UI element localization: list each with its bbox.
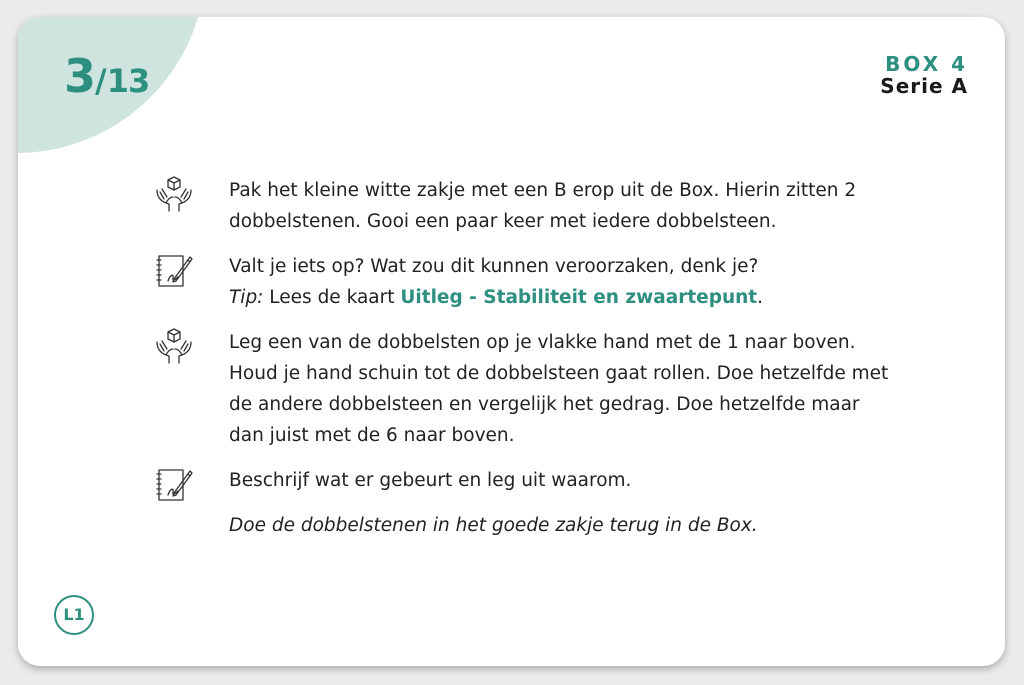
hands-cube-icon [154, 175, 194, 215]
box-number: BOX 4 [885, 52, 968, 76]
step-2 [154, 251, 894, 313]
hands-cube-icon [154, 327, 194, 367]
card-current-number: 3 [64, 49, 96, 103]
series-name: Serie A [880, 74, 968, 98]
step-1 [154, 175, 894, 237]
notebook-pen-icon [154, 465, 194, 505]
notebook-pen-icon [154, 251, 194, 291]
level-badge: L1 [54, 595, 94, 635]
step-3-text: Leg een van de dobbelsten op je vlakke hand met de 1 naar boven. Houd je hand schuin tot de dobbelsteen gaat rollen. Doe hetzelfde met de andere dobbelsteen en vergelijk het gedrag. Doe hetzelfde maar dan juist met de 6 naar boven. [229, 332, 889, 446]
card-counter-separator: / [95, 62, 107, 100]
tip-end: . [757, 287, 764, 308]
explanation-card-link[interactable]: Uitleg - Stabiliteit en zwaartepunt [400, 287, 758, 308]
card-total-number: 13 [106, 62, 150, 100]
card-counter [64, 49, 149, 103]
step-1-text: Pak het kleine witte zakje met een B erop uit de Box. Hierin zitten 2 dobbelstenen. Gooi een paar keer met iedere dobbelsteen. [229, 180, 857, 232]
closing-instruction: Doe de dobbelstenen in het goede zakje terug in de Box. [229, 515, 758, 536]
step-4-text: Beschrijf wat er gebeurt en leg uit waarom. [229, 470, 632, 491]
instructions [154, 175, 894, 541]
step-2-text: Valt je iets op? Wat zou dit kunnen veroorzaken, denk je? [229, 256, 759, 277]
tip-label: Tip: [229, 287, 264, 308]
tip-text: Lees de kaart [263, 287, 401, 308]
step-4 [154, 465, 894, 496]
step-3 [154, 327, 894, 451]
box-series-label [880, 53, 968, 97]
assignment-card [18, 17, 1005, 666]
